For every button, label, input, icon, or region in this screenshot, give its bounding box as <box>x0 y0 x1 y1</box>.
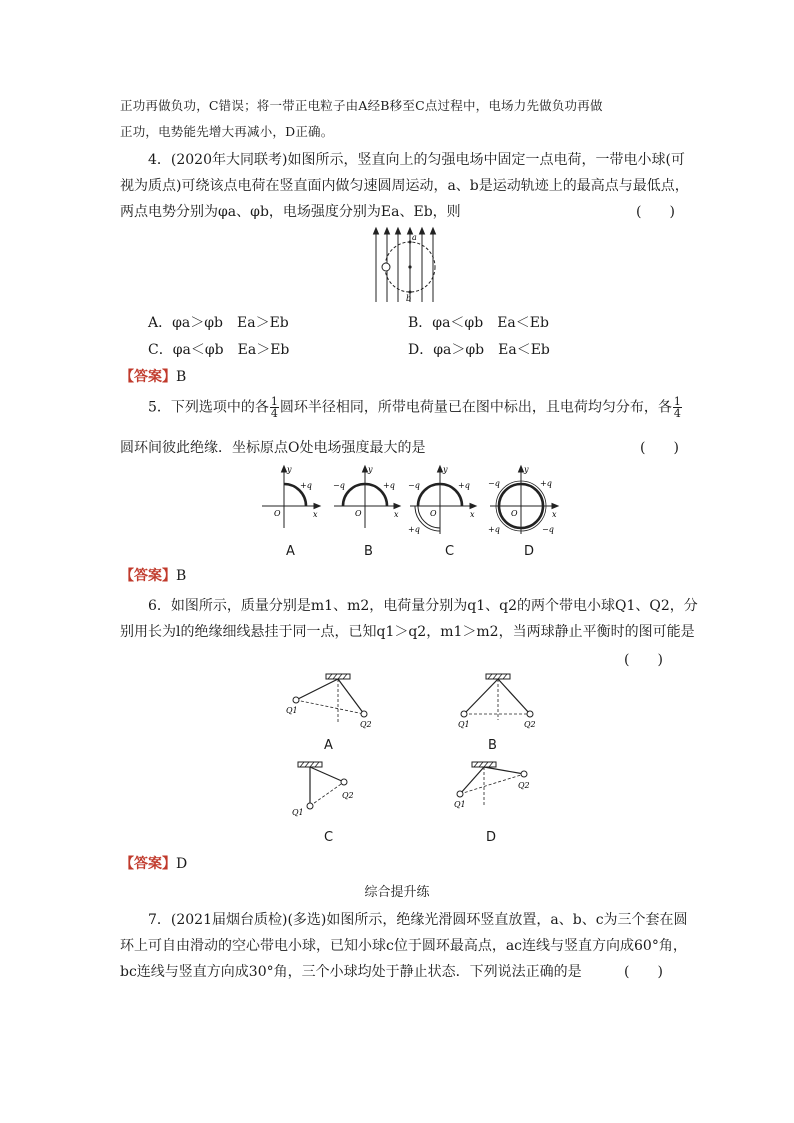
q5c-o-label: O <box>430 509 437 518</box>
q6d-q2-label: Q2 <box>518 781 530 790</box>
q6-caption-a: A <box>324 738 333 753</box>
q4-label-b: b <box>406 294 412 303</box>
q5d-charge-bl: +q <box>488 525 500 534</box>
q5-figure-b <box>330 464 404 530</box>
q5-fraction-2-num: 1 <box>673 395 681 408</box>
intro-line-1: 正功再做负功，C错误；将一带正电粒子由A经B移至C点过程中，电场力先做负功再做 <box>120 98 603 113</box>
q4-line-1: 4．(2020年大同联考)如图所示，竖直向上的匀强电场中固定一点电荷，一带电小球(可 <box>148 152 685 168</box>
q5b-charge-left: −q <box>333 481 345 490</box>
q7-line-1: 7．(2021届烟台质检)(多选)如图所示，绝缘光滑圆环竖直放置，a、b、c为三个套在圆 <box>148 912 688 928</box>
q5b-y-label: y <box>368 465 373 474</box>
q6b-q1-label: Q1 <box>458 720 470 729</box>
q5a-charge: +q <box>300 481 312 490</box>
q6-line-1: 6．如图所示，质量分别是m1、m2，电荷量分别为q1、q2的两个带电小球Q1、Q2，分 <box>148 598 698 614</box>
q5d-charge-tr: +q <box>540 479 552 488</box>
q4-answer <box>120 367 186 387</box>
q4-label-a: a <box>412 233 417 242</box>
q5-answer <box>120 566 186 586</box>
q5-line-1-start: 5．下列选项中的各 <box>148 399 269 416</box>
q5c-y-label: y <box>443 465 448 474</box>
q6-answer-paren: ( ) <box>624 652 663 668</box>
q5a-o-label: O <box>274 509 281 518</box>
q5-figure-c <box>406 464 480 536</box>
q6-answer <box>120 854 187 874</box>
q5-fraction-num: 1 <box>270 395 278 408</box>
q5b-o-label: O <box>355 509 362 518</box>
q5a-x-label: x <box>313 510 318 519</box>
q5a-y-label: y <box>287 465 292 474</box>
q5-caption-b: B <box>364 544 373 559</box>
q7-line-2: 环上可自由滑动的空心带电小球，已知小球c位于圆环最高点，ac连线与竖直方向成60°角， <box>120 938 687 954</box>
q5-line-1-end: 圆环半径相同，所带电荷量已在图中标出，且电荷均匀分布，各 <box>279 399 672 416</box>
q4-field-figure <box>368 228 448 304</box>
q5c-charge-left: −q <box>408 481 420 490</box>
q6-line-2: 别用长为l的绝缘细线悬挂于同一点，已知q1＞q2，m1＞m2，当两球静止平衡时的图可能是 <box>120 624 695 640</box>
q5c-x-label: x <box>470 510 475 519</box>
q5b-charge-right: +q <box>383 481 395 490</box>
q6-figure-c <box>286 760 370 822</box>
q5-fraction-2-den: 4 <box>673 407 681 420</box>
q4-line-3: 两点电势分别为φa、φb，电场强度分别为Ea、Eb，则 <box>120 204 461 220</box>
q5-line-1 <box>148 396 683 419</box>
q6-caption-d: D <box>486 830 497 845</box>
q5-answer-value: B <box>176 568 187 584</box>
q5b-x-label: x <box>394 510 399 519</box>
q6-caption-c: C <box>324 830 334 845</box>
q7-line-3: bc连线与竖直方向成30°角，三个小球均处于静止状态．下列说法正确的是 <box>120 964 582 980</box>
q5-answer-paren: ( ) <box>640 440 679 456</box>
q7-answer-paren: ( ) <box>624 964 663 980</box>
q5d-charge-tl: −q <box>488 479 500 488</box>
q5-caption-a: A <box>286 544 295 559</box>
q6a-q2-label: Q2 <box>360 720 372 729</box>
q6-answer-value: D <box>176 856 188 872</box>
q4-option-a: A．φa＞φb Ea＞Eb <box>148 315 289 331</box>
q6-caption-b: B <box>488 738 497 753</box>
q5c-charge-bottom: +q <box>408 525 420 534</box>
q4-option-b: B．φa＜φb Ea＜Eb <box>408 315 549 331</box>
q5-figure-a <box>258 464 322 530</box>
q4-answer-label: 【答案】 <box>120 369 176 385</box>
q5-fraction-den: 4 <box>270 407 278 420</box>
q6-figure-d <box>448 760 544 822</box>
section-title: 综合提升练 <box>364 885 430 900</box>
q5-caption-c: C <box>445 544 455 559</box>
q5c-charge-right: +q <box>458 481 470 490</box>
q6-figure-a <box>282 672 378 734</box>
q6-figure-b <box>450 672 546 734</box>
intro-line-2: 正功，电势能先增大再减小，D正确。 <box>120 124 334 139</box>
q5-answer-label: 【答案】 <box>120 568 176 584</box>
q4-option-c: C．φa＜φb Ea＞Eb <box>148 342 290 358</box>
q6-answer-label: 【答案】 <box>120 856 176 872</box>
q6c-q1-label: Q1 <box>292 808 304 817</box>
q5-caption-d: D <box>524 544 535 559</box>
q4-option-d: D．φa＞φb Ea＜Eb <box>408 342 550 358</box>
q5-fraction-1 <box>270 396 279 419</box>
q6a-q1-label: Q1 <box>286 706 298 715</box>
q5d-o-label: O <box>511 509 518 518</box>
q5d-charge-br: −q <box>542 525 554 534</box>
q6c-q2-label: Q2 <box>342 791 354 800</box>
q6d-q1-label: Q1 <box>454 800 466 809</box>
q5-line-2: 圆环间彼此绝缘．坐标原点O处电场强度最大的是 <box>120 440 426 456</box>
q4-line-2: 视为质点)可绕该点电荷在竖直面内做匀速圆周运动，a、b是运动轨迹上的最高点与最低点， <box>120 178 689 194</box>
q5d-y-label: y <box>524 465 529 474</box>
q5-fraction-2 <box>673 396 682 419</box>
q6b-q2-label: Q2 <box>524 720 536 729</box>
q5-figure-d <box>486 464 562 536</box>
q4-answer-value: B <box>176 369 187 385</box>
q5d-x-label: x <box>552 510 557 519</box>
q4-answer-paren: ( ) <box>636 204 675 220</box>
